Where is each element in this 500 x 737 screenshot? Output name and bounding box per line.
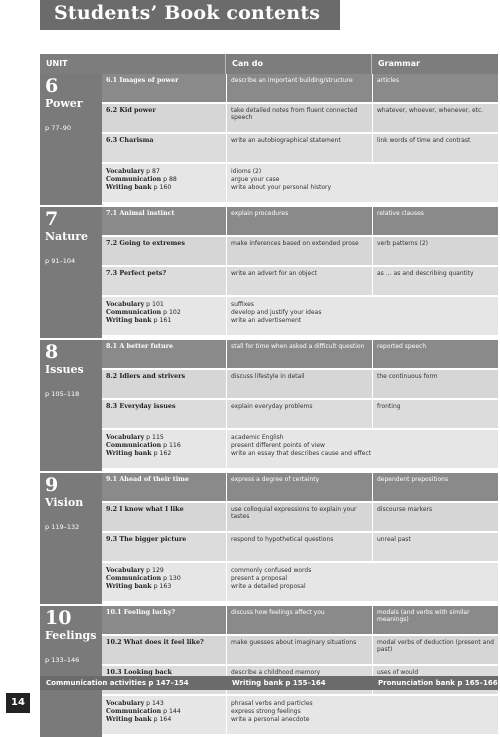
lesson-title: 8.2 Idlers and strivers — [102, 370, 226, 398]
reference-page: p 88 — [163, 176, 177, 183]
reference-label: Communication — [106, 309, 162, 316]
reference-label: Communication — [106, 442, 162, 449]
grammar-cell: discourse markers — [372, 503, 498, 531]
can-do-cell: stall for time when asked a difficult question — [226, 340, 372, 368]
reference-label: Writing bank — [106, 583, 152, 590]
reference-line — [106, 450, 222, 458]
extra-item: write a detailed proposal — [231, 583, 306, 590]
reference-label: Writing bank — [106, 317, 152, 324]
can-do-cell: discuss how feelings affect you — [226, 606, 372, 634]
lesson-row — [102, 207, 498, 235]
reference-page: p 160 — [153, 184, 172, 191]
reference-line — [106, 442, 222, 450]
unit-block — [40, 340, 498, 471]
reference-page: p 144 — [163, 708, 181, 715]
unit-rows — [102, 606, 498, 737]
lesson-row — [102, 370, 498, 398]
can-do-cell: describe a childhood memory — [226, 666, 372, 694]
reference-page: p 102 — [163, 309, 181, 316]
grammar-cell: fronting — [372, 400, 498, 428]
extra-item: present a proposal — [231, 575, 288, 582]
unit-extra-items — [226, 563, 498, 601]
unit-name: Issues — [45, 363, 84, 376]
unit-extras-row — [102, 696, 498, 734]
extra-item: academic English — [231, 434, 284, 441]
grammar-cell: reported speech — [372, 340, 498, 368]
lesson-row — [102, 74, 498, 102]
lesson-title: 8.1 A better future — [102, 340, 226, 368]
lesson-row — [102, 473, 498, 501]
lesson-row — [102, 134, 498, 162]
unit-sidebar — [40, 74, 102, 205]
lesson-title: 10.1 Feeling lucky? — [102, 606, 226, 634]
unit-block — [40, 606, 498, 737]
reference-label: Vocabulary — [106, 434, 145, 441]
unit-number: 7 — [45, 208, 59, 230]
unit-number: 8 — [45, 341, 59, 363]
reference-label: Vocabulary — [106, 700, 145, 707]
reference-page: p 115 — [146, 434, 164, 441]
lesson-row — [102, 636, 498, 664]
units-list — [40, 74, 498, 737]
unit-references — [102, 297, 226, 335]
extra-item: write about your personal history — [231, 184, 332, 191]
unit-extra-items — [226, 164, 498, 202]
unit-name: Vision — [45, 496, 84, 509]
reference-line — [106, 184, 222, 192]
reference-line — [106, 317, 222, 325]
unit-sidebar — [40, 207, 102, 338]
reference-label: Communication — [106, 575, 162, 582]
lesson-title: 6.2 Kid power — [102, 104, 226, 132]
unit-rows — [102, 207, 498, 338]
grammar-cell: articles — [372, 74, 498, 102]
unit-sidebar — [40, 340, 102, 471]
reference-line — [106, 700, 222, 708]
reference-page: p 162 — [153, 450, 172, 457]
unit-block — [40, 473, 498, 604]
grammar-cell: relative clauses — [372, 207, 498, 235]
unit-rows — [102, 74, 498, 205]
unit-sidebar — [40, 606, 102, 737]
unit-rows — [102, 473, 498, 604]
lesson-row — [102, 104, 498, 132]
page-number: 14 — [6, 693, 30, 713]
grammar-cell: unreal past — [372, 533, 498, 561]
can-do-cell: express a degree of certainty — [226, 473, 372, 501]
unit-extra-items — [226, 696, 498, 734]
lesson-title: 7.1 Animal instinct — [102, 207, 226, 235]
extra-item: suffixes — [231, 301, 254, 308]
unit-extra-items — [226, 297, 498, 335]
grammar-cell: modal verbs of deduction (present and past) — [372, 636, 498, 664]
extra-item: write an advertisement — [231, 317, 302, 324]
can-do-cell: explain everyday problems — [226, 400, 372, 428]
grammar-cell: dependent prepositions — [372, 473, 498, 501]
unit-references — [102, 164, 226, 202]
grammar-cell: verb patterns (2) — [372, 237, 498, 265]
unit-number: 10 — [45, 607, 72, 629]
header-grammar: Grammar — [378, 59, 420, 68]
unit-extras-row — [102, 297, 498, 335]
unit-references — [102, 563, 226, 601]
reference-label: Vocabulary — [106, 301, 145, 308]
lesson-title: 6.1 Images of power — [102, 74, 226, 102]
unit-extras-row — [102, 430, 498, 468]
reference-line — [106, 176, 222, 184]
lesson-row — [102, 503, 498, 531]
extra-item: commonly confused words — [231, 567, 312, 574]
lesson-title: 6.3 Charisma — [102, 134, 226, 162]
reference-label: Communication — [106, 708, 162, 715]
can-do-cell: make inferences based on extended prose — [226, 237, 372, 265]
reference-label: Writing bank — [106, 450, 152, 457]
grammar-cell: link words of time and contrast — [372, 134, 498, 162]
footer-bar — [40, 676, 498, 690]
unit-name: Feelings — [45, 629, 97, 642]
reference-label: Communication — [106, 176, 162, 183]
reference-line — [106, 168, 222, 176]
extra-item: develop and justify your ideas — [231, 309, 322, 316]
lesson-row — [102, 400, 498, 428]
can-do-cell: discuss lifestyle in detail — [226, 370, 372, 398]
reference-line — [106, 583, 222, 591]
reference-line — [106, 716, 222, 724]
unit-extra-items — [226, 430, 498, 468]
unit-pages: p 133–146 — [45, 656, 80, 664]
reference-line — [106, 575, 222, 583]
lesson-row — [102, 606, 498, 634]
unit-extras-row — [102, 164, 498, 202]
lesson-row — [102, 267, 498, 295]
extra-item: express strong feelings — [231, 708, 301, 715]
reference-page: p 130 — [163, 575, 181, 582]
unit-block — [40, 74, 498, 205]
reference-page: p 116 — [163, 442, 181, 449]
can-do-cell: write an autobiographical statement — [226, 134, 372, 162]
extra-item: phrasal verbs and particles — [231, 700, 313, 707]
extra-item: idioms (2) — [231, 168, 262, 175]
can-do-cell: write an advert for an object — [226, 267, 372, 295]
unit-name: Power — [45, 97, 83, 110]
lesson-title: 10.2 What does it feel like? — [102, 636, 226, 664]
unit-name: Nature — [45, 230, 89, 243]
unit-extras-row — [102, 563, 498, 601]
reference-page: p 161 — [153, 317, 172, 324]
unit-references — [102, 430, 226, 468]
header-cando: Can do — [226, 54, 372, 74]
reference-line — [106, 309, 222, 317]
reference-line — [106, 301, 222, 309]
reference-page: p 87 — [146, 168, 160, 175]
unit-pages: p 105–118 — [45, 390, 80, 398]
table-header — [40, 54, 498, 74]
grammar-cell: modals (and verbs with similar meanings) — [372, 606, 498, 634]
lesson-row — [102, 237, 498, 265]
reference-page: p 129 — [146, 567, 164, 574]
footer-pronunciation: Pronunciation bank p 165–166 — [378, 679, 498, 687]
unit-number: 6 — [45, 75, 59, 97]
reference-line — [106, 708, 222, 716]
reference-label: Vocabulary — [106, 168, 145, 175]
extra-item: present different points of view — [231, 442, 325, 449]
can-do-cell: respond to hypothetical questions — [226, 533, 372, 561]
reference-page: p 164 — [153, 716, 172, 723]
grammar-cell: uses of would — [372, 666, 498, 694]
unit-references — [102, 696, 226, 734]
lesson-title: 8.3 Everyday issues — [102, 400, 226, 428]
extra-item: write a personal anecdote — [231, 716, 310, 723]
title-bar — [40, 0, 340, 30]
lesson-title: 9.2 I know what I like — [102, 503, 226, 531]
extra-item: write an essay that describes cause and effect — [231, 450, 372, 457]
reference-page: p 163 — [153, 583, 172, 590]
can-do-cell: take detailed notes from fluent connected speech — [226, 104, 372, 132]
reference-line — [106, 434, 222, 442]
footer-communication: Communication activities p 147–154 — [46, 679, 189, 687]
reference-label: Vocabulary — [106, 567, 145, 574]
lesson-title: 7.2 Going to extremes — [102, 237, 226, 265]
lesson-title: 10.3 Looking back — [102, 666, 226, 694]
unit-rows — [102, 340, 498, 471]
grammar-cell: as … as and describing quantity — [372, 267, 498, 295]
unit-pages: p 77–90 — [45, 124, 71, 132]
unit-block — [40, 207, 498, 338]
unit-pages: p 119–132 — [45, 523, 80, 531]
unit-pages: p 91–104 — [45, 257, 76, 265]
reference-label: Writing bank — [106, 716, 152, 723]
contents-table — [40, 54, 498, 737]
header-unit: UNIT — [40, 54, 226, 74]
reference-page: p 101 — [146, 301, 164, 308]
can-do-cell: explain procedures — [226, 207, 372, 235]
reference-page: p 143 — [146, 700, 164, 707]
unit-sidebar — [40, 473, 102, 604]
lesson-title: 7.3 Perfect pets? — [102, 267, 226, 295]
lesson-row — [102, 533, 498, 561]
lesson-title: 9.1 Ahead of their time — [102, 473, 226, 501]
grammar-cell: whatever, whoever, whenever, etc. — [372, 104, 498, 132]
can-do-cell: use colloquial expressions to explain your tastes — [226, 503, 372, 531]
lesson-row — [102, 340, 498, 368]
can-do-cell: make guesses about imaginary situations — [226, 636, 372, 664]
reference-line — [106, 567, 222, 575]
can-do-cell: describe an important building/structure — [226, 74, 372, 102]
reference-label: Writing bank — [106, 184, 152, 191]
lesson-title: 9.3 The bigger picture — [102, 533, 226, 561]
footer-writing: Writing bank p 155–164 — [232, 679, 326, 687]
extra-item: argue your case — [231, 176, 280, 183]
grammar-cell: the continuous form — [372, 370, 498, 398]
unit-number: 9 — [45, 474, 59, 496]
page-title: Students’ Book contents — [54, 2, 321, 24]
